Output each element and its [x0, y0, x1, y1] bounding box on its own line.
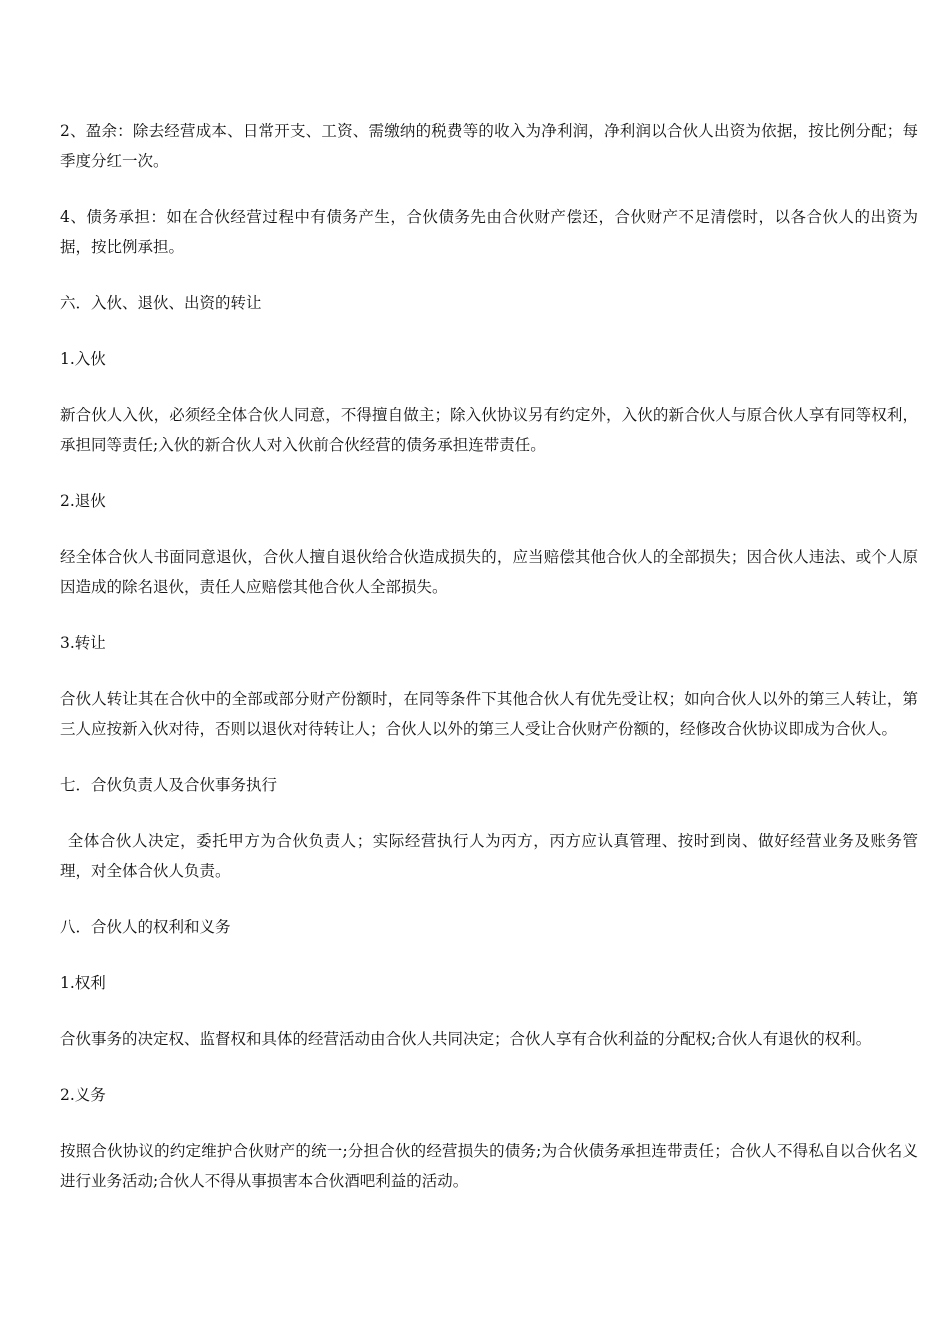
withdraw-clause: 经全体合伙人书面同意退伙，合伙人擅自退伙给合伙造成损失的，应当赔偿其他合伙人的全部损失；因合伙人违法、或个人原因造成的除名退伙，责任人应赔偿其他合伙人全部损失。 — [60, 548, 918, 596]
section-six-heading: 六．入伙、退伙、出资的转让 — [60, 294, 262, 312]
transfer-heading: 3.转让 — [60, 634, 106, 652]
duties-heading: 2.义务 — [60, 1086, 106, 1104]
surplus-clause: 2、盈余：除去经营成本、日常开支、工资、需缴纳的税费等的收入为净利润，净利润以合伙人出资为依据，按比例分配；每季度分红一次。 — [60, 122, 918, 170]
debt-clause: 4、债务承担：如在合伙经营过程中有债务产生，合伙债务先由合伙财产偿还，合伙财产不足清偿时，以各合伙人的出资为据，按比例承担。 — [60, 208, 918, 256]
join-heading: 1.入伙 — [60, 350, 106, 368]
section-eight-heading: 八．合伙人的权利和义务 — [60, 918, 231, 936]
executive-clause: 全体合伙人决定，委托甲方为合伙负责人；实际经营执行人为丙方，丙方应认真管理、按时到岗、做好经营业务及账务管理，对全体合伙人负责。 — [60, 832, 918, 880]
rights-heading: 1.权利 — [60, 974, 106, 992]
transfer-clause: 合伙人转让其在合伙中的全部或部分财产份额时，在同等条件下其他合伙人有优先受让权；如向合伙人以外的第三人转让，第三人应按新入伙对待，否则以退伙对待转让人；合伙人以外的第三人受让合伙财产份额的，经修改合伙协议即成为合伙人。 — [60, 690, 918, 738]
rights-clause: 合伙事务的决定权、监督权和具体的经营活动由合伙人共同决定；合伙人享有合伙利益的分配权;合伙人有退伙的权利。 — [60, 1030, 872, 1048]
section-seven-heading: 七．合伙负责人及合伙事务执行 — [60, 776, 278, 794]
withdraw-heading: 2.退伙 — [60, 492, 106, 510]
duties-clause: 按照合伙协议的约定维护合伙财产的统一;分担合伙的经营损失的债务;为合伙债务承担连带责任；合伙人不得私自以合伙名义进行业务活动;合伙人不得从事损害本合伙酒吧利益的活动。 — [60, 1142, 918, 1190]
join-clause: 新合伙人入伙，必须经全体合伙人同意，不得擅自做主；除入伙协议另有约定外，入伙的新合伙人与原合伙人享有同等权利，承担同等责任;入伙的新合伙人对入伙前合伙经营的债务承担连带责任。 — [60, 406, 918, 454]
document-page — [60, 116, 918, 1222]
